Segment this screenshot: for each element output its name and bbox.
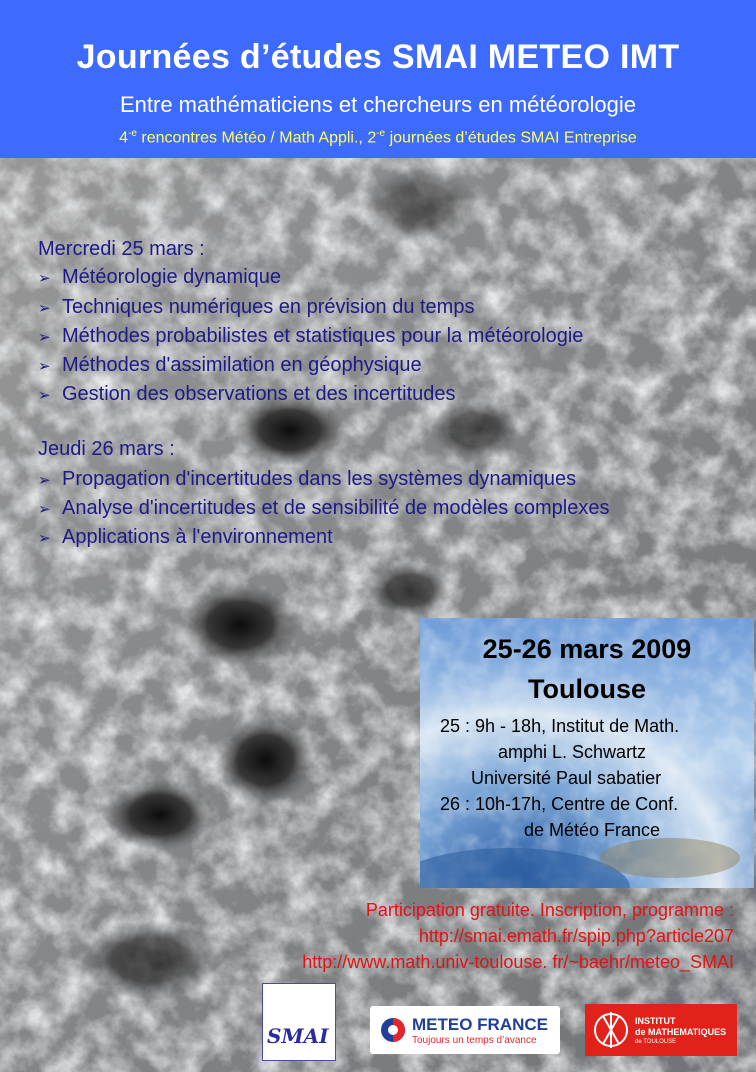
meteo-france-logo: METEO FRANCE Toujours un temps d’avance	[370, 1006, 560, 1054]
arrow-bullet-icon: ➢	[38, 300, 51, 317]
day2-topic: ➢ Propagation d'incertitudes dans les systèmes dynamiques	[38, 468, 577, 490]
arrow-bullet-icon: ➢	[38, 329, 51, 346]
poster-subtitle: Entre mathématiciens et chercheurs en météorologie	[119, 92, 637, 117]
day1-topic: ➢ Météorologie dynamique	[38, 266, 282, 288]
registration-link-smai[interactable]: http://smai.emath.fr/spip.php?article207	[418, 926, 734, 946]
event-detail: 25 : 9h - 18h, Institut de Math.	[440, 716, 680, 736]
event-detail: 26 : 10h-17h, Centre de Conf.	[440, 794, 679, 814]
day1-topic: ➢ Techniques numériques en prévision du temps	[38, 296, 475, 318]
arrow-bullet-icon: ➢	[38, 358, 51, 375]
imt-emblem-icon	[593, 1008, 629, 1052]
registration-text: Participation gratuite. Inscription, programme :	[365, 900, 734, 920]
arrow-bullet-icon: ➢	[38, 270, 51, 287]
event-info-box	[420, 618, 754, 888]
day1-topic: ➢ Gestion des observations et des incertitudes	[38, 383, 456, 405]
header-banner	[0, 0, 756, 158]
day2-topic: ➢ Applications à l'environnement	[38, 526, 333, 548]
arrow-bullet-icon: ➢	[38, 530, 51, 547]
day1-heading: Mercredi 25 mars :	[38, 238, 205, 260]
event-dates: 25-26 mars 2009	[482, 634, 692, 664]
smai-logo: SMAI	[262, 983, 336, 1061]
event-detail: Université Paul sabatier	[471, 768, 662, 788]
arrow-bullet-icon: ➢	[38, 387, 51, 404]
arrow-bullet-icon: ➢	[38, 472, 51, 489]
event-detail: amphi L. Schwartz	[498, 742, 647, 762]
poster-title: Journées d’études SMAI METEO IMT	[76, 38, 680, 76]
day2-heading: Jeudi 26 mars :	[38, 438, 175, 460]
arrow-bullet-icon: ➢	[38, 501, 51, 518]
event-detail: de Météo France	[524, 820, 661, 840]
day2-topic: ➢ Analyse d'incertitudes et de sensibilité de modèles complexes	[38, 497, 610, 519]
day1-topic: ➢ Méthodes d'assimilation en géophysique	[38, 354, 422, 376]
imt-logo: INSTITUT de MATHEMATIQUES de TOULOUSE	[585, 1004, 737, 1056]
event-city: Toulouse	[528, 674, 646, 704]
meteo-france-emblem-icon	[380, 1017, 406, 1043]
poster-meetings-line: $4^{-e}$ rencontres Météo / Math Appli., $2^{-e}$ journées d’études SMAI Entreprise	[119, 128, 637, 147]
registration-link-imt[interactable]: http://www.math.univ-toulouse. fr/~baehr/meteo_SMAI	[302, 952, 734, 972]
day1-topic: ➢ Méthodes probabilistes et statistiques pour la météorologie	[38, 325, 584, 347]
